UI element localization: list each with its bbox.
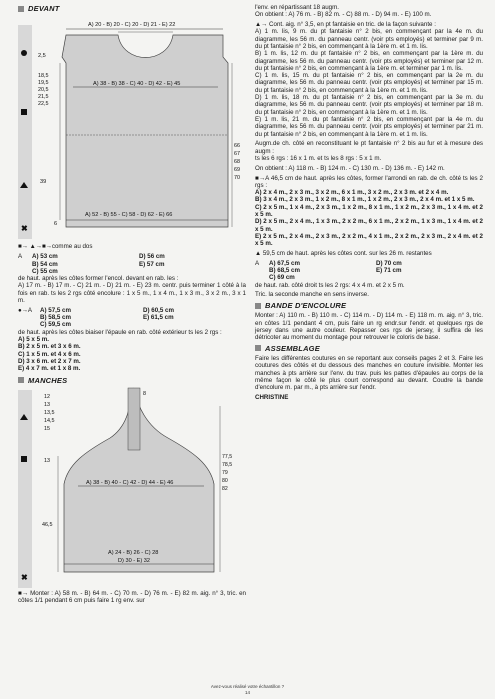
manches-side-dim: 46,5 <box>42 521 53 528</box>
devant-mid-label: A) 38 - B) 38 - C) 40 - D) 42 - E) 45 <box>93 81 181 87</box>
devant-left-dim-0: 18,5 <box>38 73 49 79</box>
tric-seconde-text: Tric. la seconde manche en sens inverse. <box>255 291 369 299</box>
manches-right-dim-1: 78,5 <box>222 461 233 468</box>
devant-right-dim-1: 67 <box>234 151 240 157</box>
sizes-a-cell: A) 53 cm <box>32 253 58 261</box>
manches-left-dim-13: 13 <box>44 457 50 464</box>
augm-detail: ts les 6 rgs : 16 x 1 m. et ts les 8 rgs : 5 x 1 m. <box>255 154 382 162</box>
square-bullet-icon <box>18 377 24 383</box>
sizes-a-cell: B) 54 cm <box>32 260 58 268</box>
manches-right-dim-2: 79 <box>222 469 228 476</box>
sizes-c-mark: A <box>255 259 260 267</box>
devant-right-dim-4: 70 <box>234 175 240 181</box>
cont-para: C) 1 m. lis, 15 m. du pt fantaisie n° 2 bis, en commençant par la 2e m. du diagramme, les 56 m. du panneau centr. (voir pts employés) et terminer par 15 m. du pt fantaisie n° 2 bis, en commençant à la 1ère m. et 1 m. lis. <box>255 72 483 94</box>
footer-text: Avez-vous réalisé votre échantillon ? <box>210 684 285 689</box>
manches-mid-label: A) 38 - B) 40 - C) 42 - D) 44 - E) 46 <box>86 479 174 486</box>
sizes-c-table <box>255 260 483 282</box>
square-bullet-icon <box>255 303 261 309</box>
manches-schematic <box>18 386 246 588</box>
sizes-a-mark: A <box>18 253 23 261</box>
manches-top-dim: 8 <box>143 390 146 397</box>
sizes-b-cell: A) 57,5 cm <box>40 306 71 314</box>
manches-title: MANCHES <box>28 375 68 385</box>
devant-schematic <box>18 15 246 239</box>
left-column <box>18 4 246 604</box>
bande-text: Monter : A) 110 m. - B) 110 m. - C) 114 m. - D) 114 m. - E) 118 m. m. aig. n° 3, tric. en côtes 1/1 pendant 4 cm, puis faire un rg endr.sur l'endr. et quelques rgs de jersey dans une autre couleur. Repasser ces rgs de jersey, il suffira de les détricoter au moment du montage pour retrouver le coloris de base. <box>255 312 483 342</box>
manches-left-dim-4: 15 <box>44 425 50 432</box>
devant-top-label: A) 20 - B) 20 - C) 20 - D) 21 - E) 22 <box>88 22 176 28</box>
epaule-row: A) 5 x 5 m. <box>18 336 49 344</box>
comme-dos-line: ■→ ▲→■→comme au dos <box>18 243 93 250</box>
manches-right-dim-0: 77,5 <box>222 453 233 460</box>
devant-bottom-label: A) 52 - B) 55 - C) 58 - D) 62 - E) 66 <box>85 212 173 218</box>
intro-line-2: On obtient : A) 76 m. - B) 82 m. - C) 88 m. - D) 94 m. - E) 100 m. <box>255 11 432 19</box>
cont-para: D) 1 m. lis, 18 m. du pt fantaisie n° 2 bis, en commençant par la 3e m. du diagramme, les 56 m. du panneau centr. (voir pts employés) et terminer par 18 m. du pt fantaisie n° 2 bis, en commençant à la 1ère m. et 1 m. lis. <box>255 94 483 116</box>
arrondi-text: ■→A 46,5 cm de haut. après les côtes, former l'arrondi en rab. de ch. côté ts les 2 rgs : <box>255 174 483 189</box>
manches-bottom-label-1: A) 24 - B) 26 - C) 28 <box>108 549 159 556</box>
devant-side-dim: 39 <box>40 179 47 185</box>
page-number: 14 <box>244 690 250 695</box>
epaule-text: de haut. après les côtes biaiser l'épaule en rab. côté extérieur ts les 2 rgs : <box>18 328 222 336</box>
manches-left-dim-3: 14,5 <box>44 417 55 424</box>
augm-text: Augm.de ch. côté en reconstituant le pt fantaisie n° 2 bis au fur et à mesure des augm : <box>255 140 483 155</box>
rab-droite-text: de haut. rab. côté droit ts les 2 rgs: 4 x 4 m. et 2 x 5 m. <box>255 281 405 289</box>
encol-text: de haut. après les côtes former l'encol. devant en rab. les : <box>18 275 179 283</box>
manches-left-dim-0: 12 <box>44 393 50 400</box>
right-column <box>255 4 483 402</box>
epaule-row: C) 1 x 5 m. et 4 x 6 m. <box>18 350 81 358</box>
sizes-b-cell: E) 61,5 cm <box>143 314 174 322</box>
arrondi-row: B) 3 x 4 m., 2 x 3 m., 1 x 2 m., 8 x 1 m., 1 x 2 m., 2 x 3 m., 2 x 4 m. et 1 x 5 m. <box>255 196 475 204</box>
square-bullet-icon <box>255 345 261 351</box>
devant-right-dim-0: 66 <box>234 143 240 149</box>
devant-right-dim-2: 68 <box>234 159 240 165</box>
arrondi-row: E) 2 x 5 m., 2 x 4 m., 2 x 3 m., 2 x 2 m., 4 x 1 m., 2 x 2 m., 2 x 3 m., 2 x 4 m. et 2 x 5 m. <box>255 232 483 248</box>
sizes-b-table <box>18 307 246 329</box>
sizes-a-table <box>18 253 246 275</box>
sizes-b-cell: D) 60,5 cm <box>143 306 174 314</box>
sizes-c-cell: D) 70 cm <box>376 259 402 267</box>
intro-line-1: l'env. en répartissant 18 augm. <box>255 4 339 11</box>
manches-right-dim-3: 80 <box>222 477 228 484</box>
assemblage-text: Faire les différentes coutures en se reportant aux conseils pages 2 et 3. Faire les coutures des côtés et du dessous des manches en couture invisible. Monter les manches à pts arrière sur l'env. du trav. puis les pattes d'épaules au corps de la même façon le côté le plus court correspond au devant. Coudre la bande d'encolure m. par m., à pts arrière sur l'endr. <box>255 354 483 392</box>
manches-right-dim-4: 82 <box>222 485 228 492</box>
epaule-row: D) 3 x 6 m. et 2 x 7 m. <box>18 357 81 365</box>
sizes-b-cell: B) 58,5 cm <box>40 314 71 322</box>
assemblage-title: ASSEMBLAGE <box>265 343 320 353</box>
devant-right-dim-3: 69 <box>234 167 240 173</box>
arrondi-row: C) 2 x 5 m., 1 x 4 m., 2 x 3 m., 1 x 2 m., 8 x 1 m., 1 x 2 m., 2 x 3 m., 1 x 4 m. et 2 x 5 m. <box>255 203 483 219</box>
sizes-a-cell: E) 57 cm <box>139 260 165 268</box>
epaule-row: E) 4 x 7 m. et 1 x 8 m. <box>18 365 81 373</box>
devant-title: DEVANT <box>28 4 60 13</box>
devant-left-dim-4: 22,5 <box>38 101 49 107</box>
signature: CHRISTINE <box>255 394 289 402</box>
sizes-a-cell: D) 56 cm <box>139 253 165 261</box>
cont-para: E) 1 m. lis, 21 m. du pt fantaisie n° 2 bis, en commençant par la 4e m. du diagramme, les 56 m. du panneau centr. (voir pts employés) et terminer par 21 m. du pt fantaisie n° 2 bis, en commençant à la 1ère m. et 1 m. lis. <box>255 115 483 138</box>
sizes-b-cell: C) 59,5 cm <box>40 321 71 329</box>
devant-left-dim-2: 20,5 <box>38 87 49 93</box>
restantes-text: ▲ 59,5 cm de haut. après les côtes cont. sur les 26 m. restantes <box>255 250 432 257</box>
epaule-row: B) 2 x 5 m. et 3 x 6 m. <box>18 343 81 351</box>
manches-montage-text: ■→ Monter : A) 58 m. - B) 64 m. - C) 70 m. - D) 76 m. - E) 82 m. aig. n° 3, tric. en côtes 1/1 pendant 6 cm puis faire 1 rg env. sur <box>18 589 246 604</box>
manches-left-dim-2: 13,5 <box>44 409 55 416</box>
sizes-c-cell: A) 67,5 cm <box>269 259 300 267</box>
encol-counts: A) 17 m. - B) 17 m. - C) 21 m. - D) 21 m. - E) 23 m. centr. puis terminer 1 côté à la fois en rab. ts les 2 rgs côté encolure : 1 x 5 m., 1 x 4 m., 1 x 3 m., 3 x 2 m., 3 x 1 m. <box>18 282 246 305</box>
cont-para: ▲→ Cont. aig. n° 3,5, en pt fantaisie en tric. de la façon suivante : <box>255 21 436 29</box>
square-bullet-icon <box>18 6 24 12</box>
devant-left-dim-1: 19,5 <box>38 80 49 86</box>
manches-bottom-label-2: D) 30 - E) 32 <box>118 557 151 564</box>
devant-left-dim-3: 21,5 <box>38 94 49 100</box>
manches-heading <box>18 376 246 385</box>
sizes-c-cell: E) 71 cm <box>376 267 402 275</box>
sizes-a-cell: C) 55 cm <box>32 267 58 275</box>
devant-dim-top: 2,5 <box>38 53 46 59</box>
assemblage-heading <box>255 344 483 353</box>
arrondi-row: D) 2 x 5 m., 2 x 4 m., 1 x 3 m., 2 x 2 m., 6 x 1 m., 2 x 2 m., 1 x 3 m., 1 x 4 m. et 2 x 5 m. <box>255 218 483 233</box>
sizes-c-cell: C) 69 cm <box>269 274 295 282</box>
bande-heading <box>255 301 483 310</box>
sizes-b-mark: ●→A <box>18 306 33 314</box>
bande-title: BANDE D'ENCOLURE <box>265 301 347 311</box>
devant-heading <box>18 4 246 13</box>
cont-para: A) 1 m. lis, 9 m. du pt fantaisie n° 2 bis, en commençant par la 4e m. du diagramme, les 56 m. du panneau centr. (voir pts employés) et terminer par 9 m. du pt fantaisie n° 2 bis, en commençant à la 1ère m. et 1 m. lis. <box>255 28 483 50</box>
cont-para: B) 1 m. lis, 12 m. du pt fantaisie n° 2 bis, en commençant par la 1ère m. du diagramme, les 56 m. du panneau centr. (voir pts employés) et terminer par 12 m. du pt fantaisie n° 2 bis, en commençant à la 1ère m. et terminer par 1 m. lis. <box>255 50 483 72</box>
sizes-c-cell: B) 68,5 cm <box>269 267 300 275</box>
svg-text:✖: ✖ <box>21 572 28 582</box>
svg-text:✖: ✖ <box>21 224 28 233</box>
devant-bottom-dim: 6 <box>54 221 58 227</box>
arrondi-row: A) 2 x 4 m., 2 x 3 m., 3 x 2 m., 6 x 1 m., 3 x 2 m., 2 x 3 m. et 2 x 4 m. <box>255 189 449 197</box>
obtient-line: On obtient : A) 118 m. - B) 124 m. - C) 130 m. - D) 136 m. - E) 142 m. <box>255 164 445 172</box>
manches-left-dim-1: 13 <box>44 401 50 408</box>
